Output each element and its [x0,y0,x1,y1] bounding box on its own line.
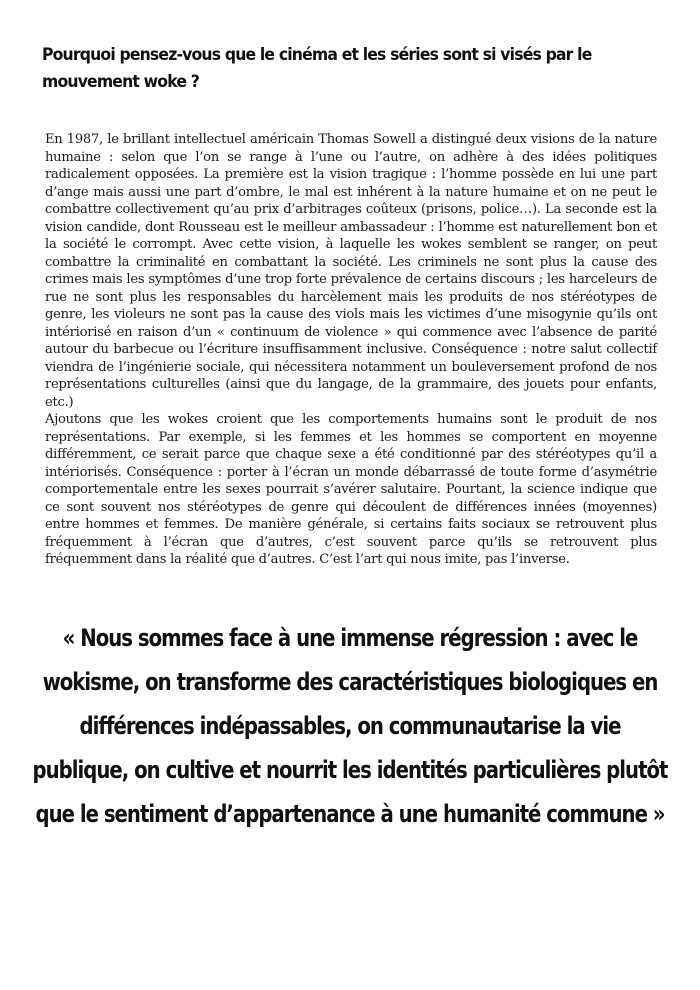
answer-paragraph: Ajoutons que les wokes croient que les comportements humains sont le produit de nos représentations. Par exemple, si les femmes et les hommes se comportent en moyenne différemment, ce serait parce que chaque sexe a été conditionné par des stéréotypes qu’il a intériorisés. Conséquence : porter à l’écran un monde débarrassé de toute forme d’asymétrie comportementale entre les sexes pourrait s’avérer salutaire. Pourtant, la science indique que ce sont souvent nos stéréotypes de genre qui découlent de différences innées (moyennes) entre hommes et femmes. De manière générale, si certains faits sociaux se retrouvent plus fréquemment à l’écran que d’autres, c’est souvent parce qu’ils se retrouvent plus fréquemment dans la réalité que d’autres. C’est l’art qui nous imite, pas l’inverse. [45,412,657,567]
answer-paragraph: En 1987, le brillant intellectuel américain Thomas Sowell a distingué deux visions de la nature humaine : selon que l’on se range à l’une ou l’autre, on adhère à des idées politiques radicalement opposées. La première est la vision tragique : l’homme possède en lui une part d’ange mais aussi une part d’ombre, le mal est inhérent à la nature humaine et on ne peut le combattre collectivement qu’au prix d’arbitrages coûteux (prisons, police…). La seconde est la vision candide, dont Rousseau est le meilleur ambassadeur : l’homme est naturellement bon et la société le corrompt. Avec cette vision, à laquelle les wokes semblent se ranger, on peut combattre la criminalité en combattant la société. Les criminels ne sont plus la cause des crimes mais les symptômes d’une trop forte prévalence de certains discours ; les harceleurs de rue ne sont plus les responsables du harcèlement mais les produits de nos stéréotypes de genre, les violeurs ne sont pas la cause des viols mais les victimes d’une misogynie qu’ils ont intériorisé en raison d’un « continuum de violence » qui commence avec l’absence de parité autour du barbecue ou l’écriture insuffisamment inclusive. Conséquence : notre salut collectif viendra de l’ingénierie sociale, qui nécessitera notamment un bouleversement profond de nos représentations culturelles (ainsi que du langage, de la grammaire, des jouets pour enfants, etc.) [45,132,657,410]
pull-quote [32,616,668,836]
answer-body [45,131,657,569]
pull-quote-text: « Nous sommes face à une immense régression : avec le wokisme, on transforme des caractéristiques biologiques en différences indépassables, on communautarise la vie publique, on cultive et nourrit les identités particulières plutôt que le sentiment d’appartenance à une humanité commune » [32,624,668,828]
interview-question: Pourquoi pensez-vous que le cinéma et les séries sont si visés par le mouvement woke ? [42,45,592,92]
